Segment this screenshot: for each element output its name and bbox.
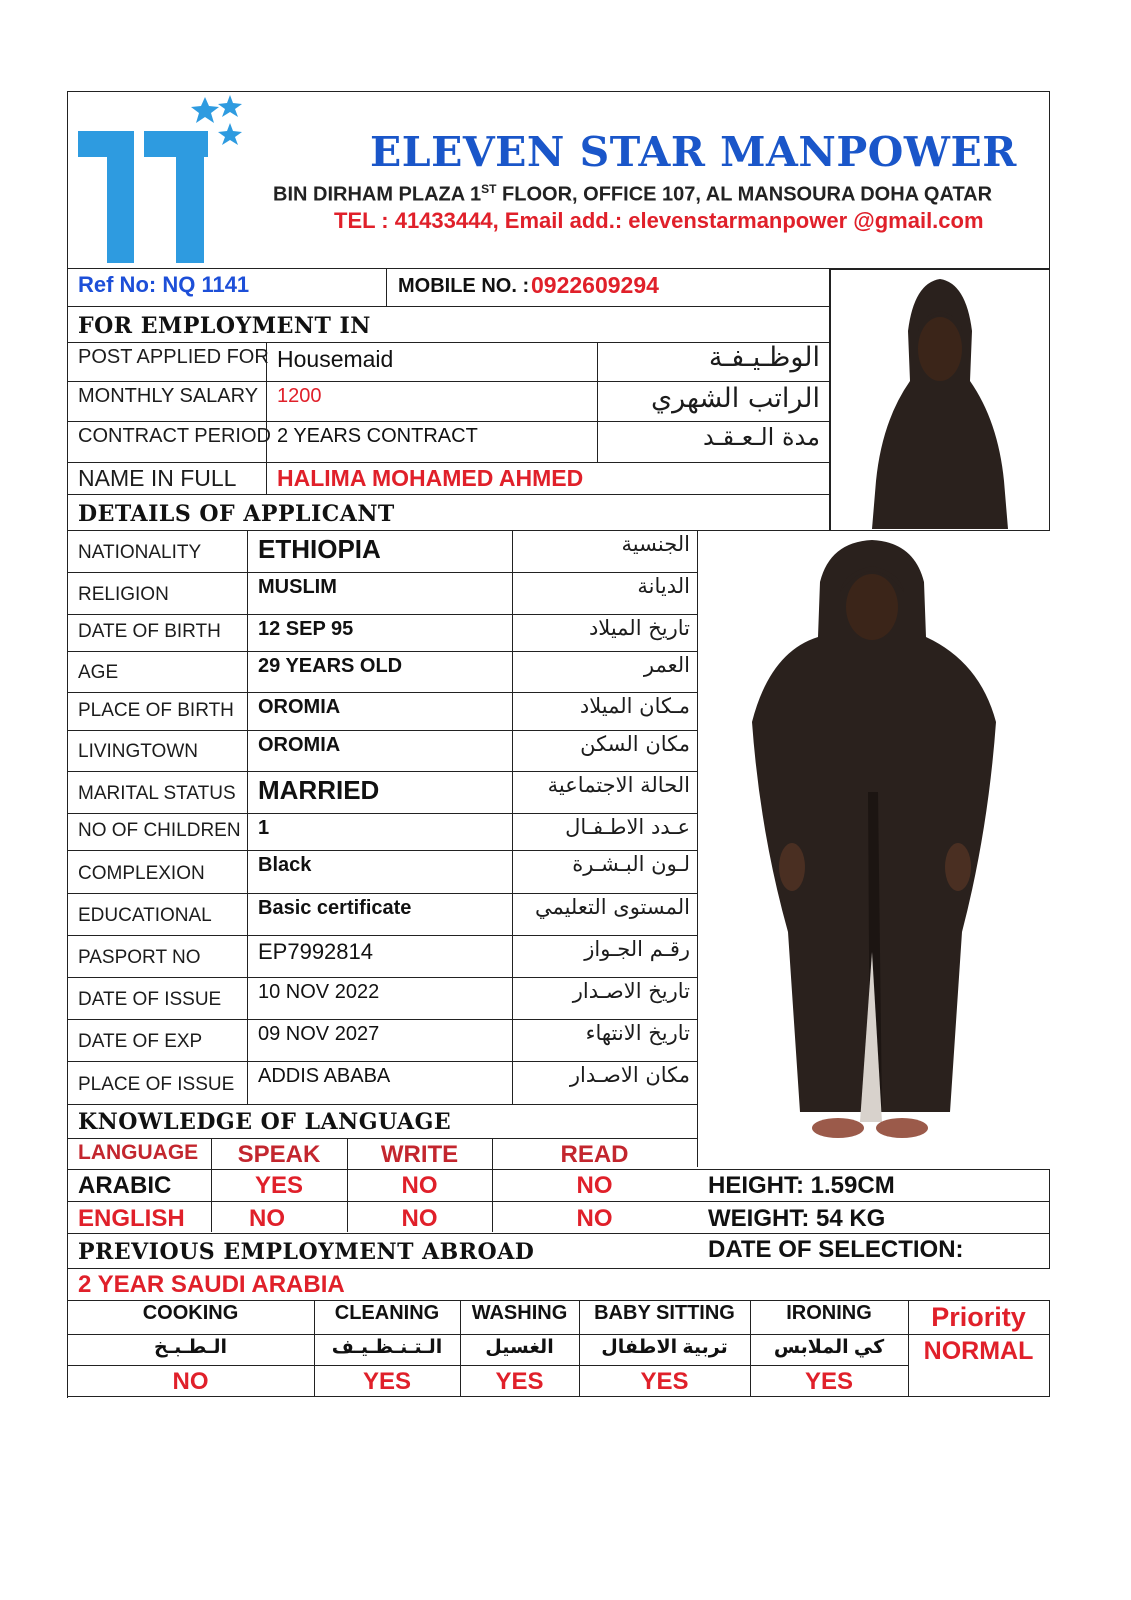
skill-value: NO [172, 1368, 209, 1395]
details-label: DATE OF BIRTH [78, 621, 221, 642]
details-value: Basic certificate [258, 897, 412, 919]
details-value: 1 [258, 817, 270, 839]
post-applied-label: POST APPLIED FOR [78, 346, 269, 368]
details-value: OROMIA [258, 696, 341, 718]
details-arabic-label: تاريخ الانتهاء [585, 1021, 690, 1045]
details-arabic-label: العمر [643, 653, 690, 677]
company-address: BIN DIRHAM PLAZA 1ST FLOOR, OFFICE 107, AL MANSOURA DOHA QATAR [273, 182, 993, 206]
language-header-write: WRITE [380, 1141, 459, 1168]
details-label: LIVINGTOWN [78, 741, 198, 762]
monthly-salary-label: MONTHLY SALARY [78, 385, 259, 407]
skill-value: YES [495, 1368, 544, 1395]
details-value: EP7992814 [258, 939, 373, 964]
language-english-speak: NO [249, 1205, 285, 1232]
previous-employment-title: PREVIOUS EMPLOYMENT ABROAD [78, 1239, 535, 1265]
language-header-read: READ [560, 1141, 629, 1168]
weight-value: WEIGHT: 54 KG [708, 1205, 886, 1232]
details-label: DATE OF ISSUE [78, 989, 222, 1010]
language-arabic-name: ARABIC [78, 1172, 172, 1199]
skill-label: WASHING [471, 1302, 568, 1324]
language-arabic-read: NO [576, 1172, 613, 1199]
skill-label: IRONING [786, 1302, 872, 1324]
details-label: NO OF CHILDREN [78, 820, 241, 841]
applicant-fullbody-photo [700, 532, 1046, 1150]
language-header-speak: SPEAK [237, 1141, 321, 1168]
skill-label: COOKING [142, 1302, 239, 1324]
skill-arabic-label: الـطـبـخ [153, 1337, 228, 1358]
details-label: PLACE OF ISSUE [78, 1074, 235, 1095]
previous-employment-value: 2 YEAR SAUDI ARABIA [78, 1271, 345, 1298]
height-value: HEIGHT: 1.59CM [708, 1172, 895, 1199]
details-label: NATIONALITY [78, 542, 202, 563]
details-value: 29 YEARS OLD [258, 655, 403, 677]
logo-star-1 [191, 97, 219, 123]
details-label: RELIGION [78, 584, 169, 605]
skill-arabic-label: الـتـنـظـيـف [331, 1337, 443, 1358]
details-arabic-label: مـكان الميلاد [579, 694, 690, 718]
details-value: MARRIED [258, 775, 380, 805]
company-name: ELEVEN STAR MANPOWER [370, 128, 1017, 176]
details-arabic-label: رقـم الجـواز [584, 937, 690, 961]
details-label: MARITAL STATUS [78, 783, 236, 804]
details-value: 12 SEP 95 [258, 618, 354, 640]
details-label: PLACE OF BIRTH [78, 700, 234, 721]
details-label: AGE [78, 662, 119, 683]
full-name-value: HALIMA MOHAMED AHMED [277, 465, 584, 491]
priority-label: Priority [931, 1302, 1026, 1332]
post-applied-arabic: الوظـيـفـة [708, 342, 820, 373]
applicant-portrait-photo [832, 271, 1048, 529]
details-label: EDUCATIONAL [78, 905, 212, 926]
language-header-language: LANGUAGE [78, 1141, 199, 1164]
mobile-label: MOBILE NO. : [398, 275, 530, 297]
details-arabic-label: مكان الاصـدار [569, 1063, 690, 1087]
details-label: DATE OF EXP [78, 1031, 203, 1052]
details-value: OROMIA [258, 734, 341, 756]
language-arabic-speak: YES [254, 1172, 304, 1199]
details-label: PASPORT NO [78, 947, 201, 968]
skill-value: YES [640, 1368, 689, 1395]
details-arabic-label: تاريخ الاصـدار [572, 979, 690, 1003]
contract-period-arabic: مدة الـعـقـد [702, 423, 820, 451]
details-arabic-label: المستوى التعليمي [534, 895, 690, 919]
priority-value: NORMAL [923, 1337, 1034, 1365]
skill-value: YES [804, 1368, 854, 1395]
details-value: 10 NOV 2022 [258, 981, 380, 1003]
skill-label: CLEANING [334, 1302, 440, 1324]
language-section-title: KNOWLEDGE OF LANGUAGE [78, 1109, 452, 1135]
skill-value: YES [362, 1368, 412, 1395]
skill-arabic-label: تربية الاطفال [601, 1337, 728, 1358]
details-value: ETHIOPIA [258, 534, 381, 564]
mobile-value: 0922609294 [531, 272, 659, 298]
details-value: Black [258, 854, 312, 876]
language-english-write: NO [401, 1205, 438, 1232]
details-value: MUSLIM [258, 576, 337, 598]
full-name-label: NAME IN FULL [78, 465, 237, 491]
skill-arabic-label: الغسيل [485, 1337, 554, 1358]
logo-star-3 [218, 123, 242, 145]
details-value: 09 NOV 2027 [258, 1023, 380, 1045]
monthly-salary-value: 1200 [277, 385, 322, 407]
details-value: ADDIS ABABA [258, 1065, 391, 1087]
details-label: COMPLEXION [78, 863, 205, 884]
company-contact: TEL : 41433444, Email add.: elevenstarmanpower @gmail.com [334, 208, 984, 233]
details-arabic-label: مكان السكن [580, 732, 690, 756]
language-arabic-write: NO [401, 1172, 438, 1199]
details-arabic-label: عـدد الاطـفـال [565, 815, 690, 839]
contract-period-value: 2 YEARS CONTRACT [277, 425, 478, 447]
skill-arabic-label: كي الملابس [773, 1337, 885, 1358]
details-arabic-label: لـون البـشـرة [572, 852, 690, 876]
ref-number: Ref No: NQ 1141 [78, 272, 250, 297]
details-arabic-label: تاريخ الميلاد [588, 616, 690, 640]
contract-period-label: CONTRACT PERIOD [78, 425, 271, 447]
language-english-read: NO [576, 1205, 613, 1232]
skill-label: BABY SITTING [594, 1302, 735, 1324]
post-applied-value: Housemaid [277, 346, 394, 372]
date-of-selection-label: DATE OF SELECTION: [708, 1236, 964, 1263]
details-section-title: DETAILS OF APPLICANT [78, 501, 395, 527]
employment-section-title: FOR EMPLOYMENT IN [78, 313, 371, 339]
logo-star-2 [218, 95, 242, 117]
company-logo [78, 95, 248, 265]
monthly-salary-arabic: الراتب الشهري [650, 383, 820, 414]
language-english-name: ENGLISH [78, 1205, 185, 1232]
details-arabic-label: الحالة الاجتماعية [547, 773, 690, 797]
details-arabic-label: الجنسية [621, 532, 690, 556]
details-arabic-label: الديانة [637, 574, 690, 598]
